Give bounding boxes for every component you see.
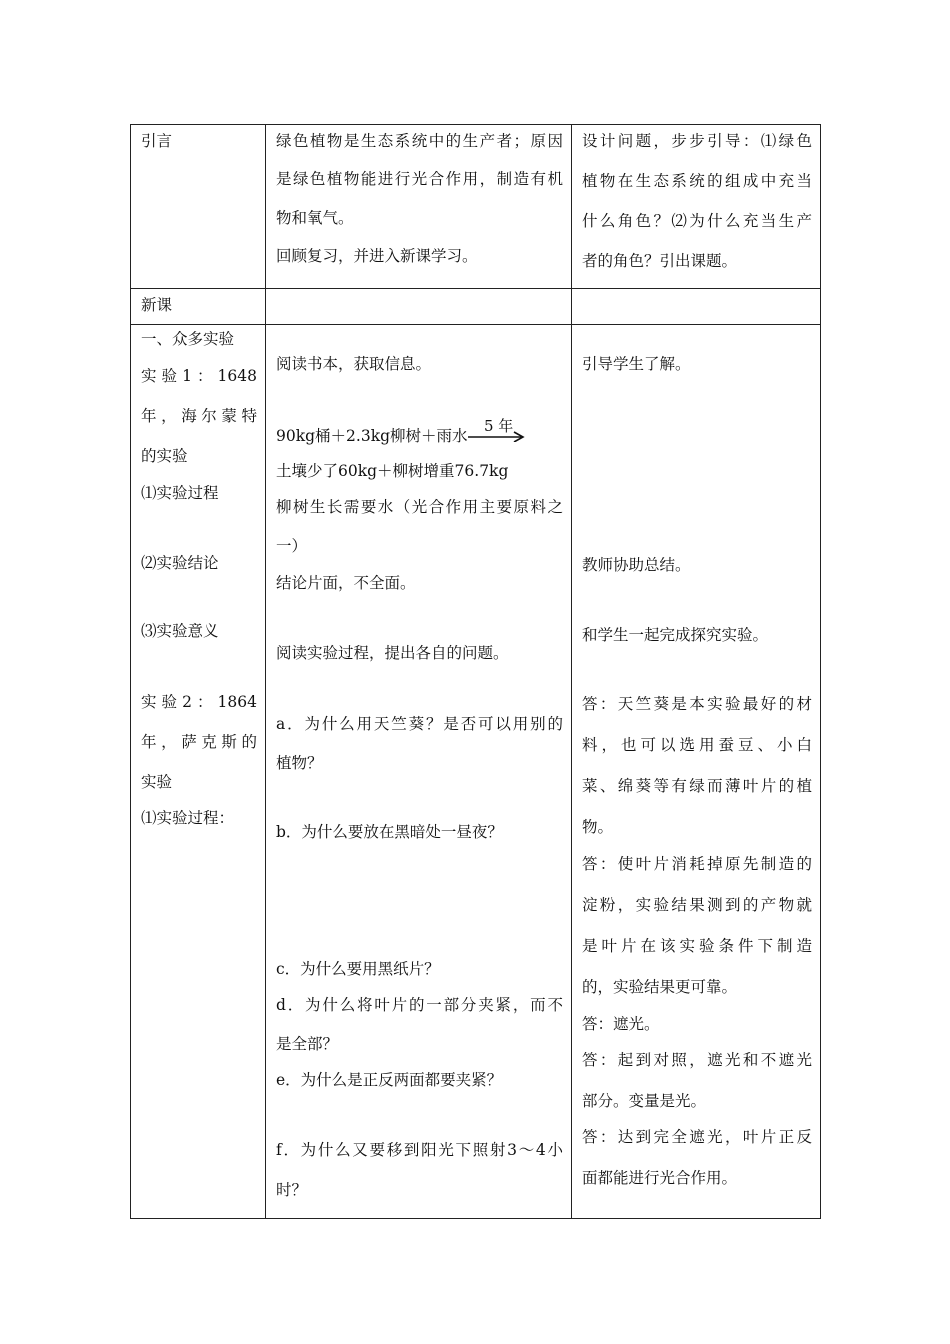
student-text: a．为什么用天竺葵？是否可以用别的: [276, 715, 563, 733]
teacher-text: 的，实验结果更可靠。: [582, 978, 738, 996]
table-cell: [131, 125, 266, 289]
lesson-table: [130, 124, 821, 1219]
teacher-text: 教师协助总结。: [582, 556, 691, 574]
teacher-text: 是叶片在该实验条件下制造: [582, 937, 812, 955]
stage-label: ⑴实验过程: [141, 484, 219, 502]
table-cell: [572, 325, 821, 1219]
student-text: 柳树生长需要水（光合作用主要原料之: [276, 498, 563, 516]
table-cell: [131, 325, 266, 1219]
stage-label: 实验1：1648: [141, 367, 257, 385]
table-row: [131, 325, 821, 1219]
stage-label: ⑴实验过程：: [141, 809, 235, 827]
table-row: [131, 289, 821, 325]
student-text: b．为什么要放在黑暗处一昼夜？: [276, 823, 503, 841]
table-cell: [572, 289, 821, 325]
teacher-text: 面都能进行光合作用。: [582, 1169, 738, 1187]
teacher-text: 答：起到对照，遮光和不遮光: [582, 1051, 812, 1069]
teacher-text: 菜、绵葵等有绿而薄叶片的植: [582, 777, 812, 795]
student-text: d．为什么将叶片的一部分夹紧，而不: [276, 996, 563, 1014]
teacher-text: 物。: [582, 818, 614, 836]
stage-label: 的实验: [141, 447, 188, 465]
teacher-text: 者的角色？引出课题。: [582, 252, 738, 270]
student-text: f．为什么又要移到阳光下照射3～4小: [276, 1141, 563, 1159]
student-text: 结论片面，不全面。: [276, 574, 416, 592]
student-text: 90kg桶＋2.3kg柳树＋雨水: [276, 427, 468, 445]
table-cell: [266, 289, 572, 325]
teacher-text: 淀粉，实验结果测到的产物就: [582, 896, 812, 914]
teacher-text: 部分。变量是光。: [582, 1092, 707, 1110]
student-text: 物和氧气。: [276, 209, 354, 227]
stage-label: ⑶实验意义: [141, 622, 219, 640]
student-text: 一）: [276, 537, 308, 555]
student-text: 绿色植物是生态系统中的生产者；原因: [276, 132, 563, 150]
student-text: 土壤少了60kg＋柳树增重76.7kg: [276, 462, 509, 480]
student-text: e．为什么是正反两面都要夹紧？: [276, 1071, 503, 1089]
stage-label: 引言: [141, 132, 173, 150]
student-text: 是全部？: [276, 1035, 339, 1053]
table-cell: [572, 125, 821, 289]
student-text: 阅读书本，获取信息。: [276, 355, 432, 373]
stage-label: 实验: [141, 773, 173, 791]
student-text: 阅读实验过程，提出各自的问题。: [276, 644, 509, 662]
teacher-text: 引导学生了解。: [582, 355, 691, 373]
teacher-text: 和学生一起完成探究实验。: [582, 626, 769, 644]
table-row: [131, 125, 821, 289]
stage-label: 实验2：1864: [141, 693, 257, 711]
student-text: 是绿色植物能进行光合作用，制造有机: [276, 170, 563, 188]
teacher-text: 答：达到完全遮光，叶片正反: [582, 1128, 812, 1146]
reaction-arrow: [466, 418, 528, 442]
arrow-icon: [466, 418, 528, 442]
teacher-text: 设计问题，步步引导：⑴绿色: [582, 132, 812, 150]
teacher-text: 答：使叶片消耗掉原先制造的: [582, 855, 812, 873]
teacher-text: 答：遮光。: [582, 1015, 660, 1033]
stage-label: ⑵实验结论: [141, 554, 219, 572]
stage-label: 年，海尔蒙特: [141, 407, 257, 425]
teacher-text: 答：天竺葵是本实验最好的材: [582, 695, 812, 713]
stage-label: 年，萨克斯的: [141, 733, 257, 751]
student-text: 植物？: [276, 754, 323, 772]
table-cell: [266, 125, 572, 289]
teacher-text: 什么角色？⑵为什么充当生产: [582, 212, 812, 230]
student-text: c．为什么要用黑纸片？: [276, 960, 440, 978]
teacher-text: 料，也可以选用蚕豆、小白: [582, 736, 812, 754]
student-text: 回顾复习，并进入新课学习。: [276, 247, 478, 265]
stage-label: 一、众多实验: [141, 330, 235, 348]
teacher-text: 植物在生态系统的组成中充当: [582, 172, 812, 190]
table-cell: [131, 289, 266, 325]
table-cell: [266, 325, 572, 1219]
student-text: 时？: [276, 1181, 308, 1199]
arrow-label: 5 年: [484, 418, 514, 435]
stage-label: 新课: [141, 296, 173, 314]
